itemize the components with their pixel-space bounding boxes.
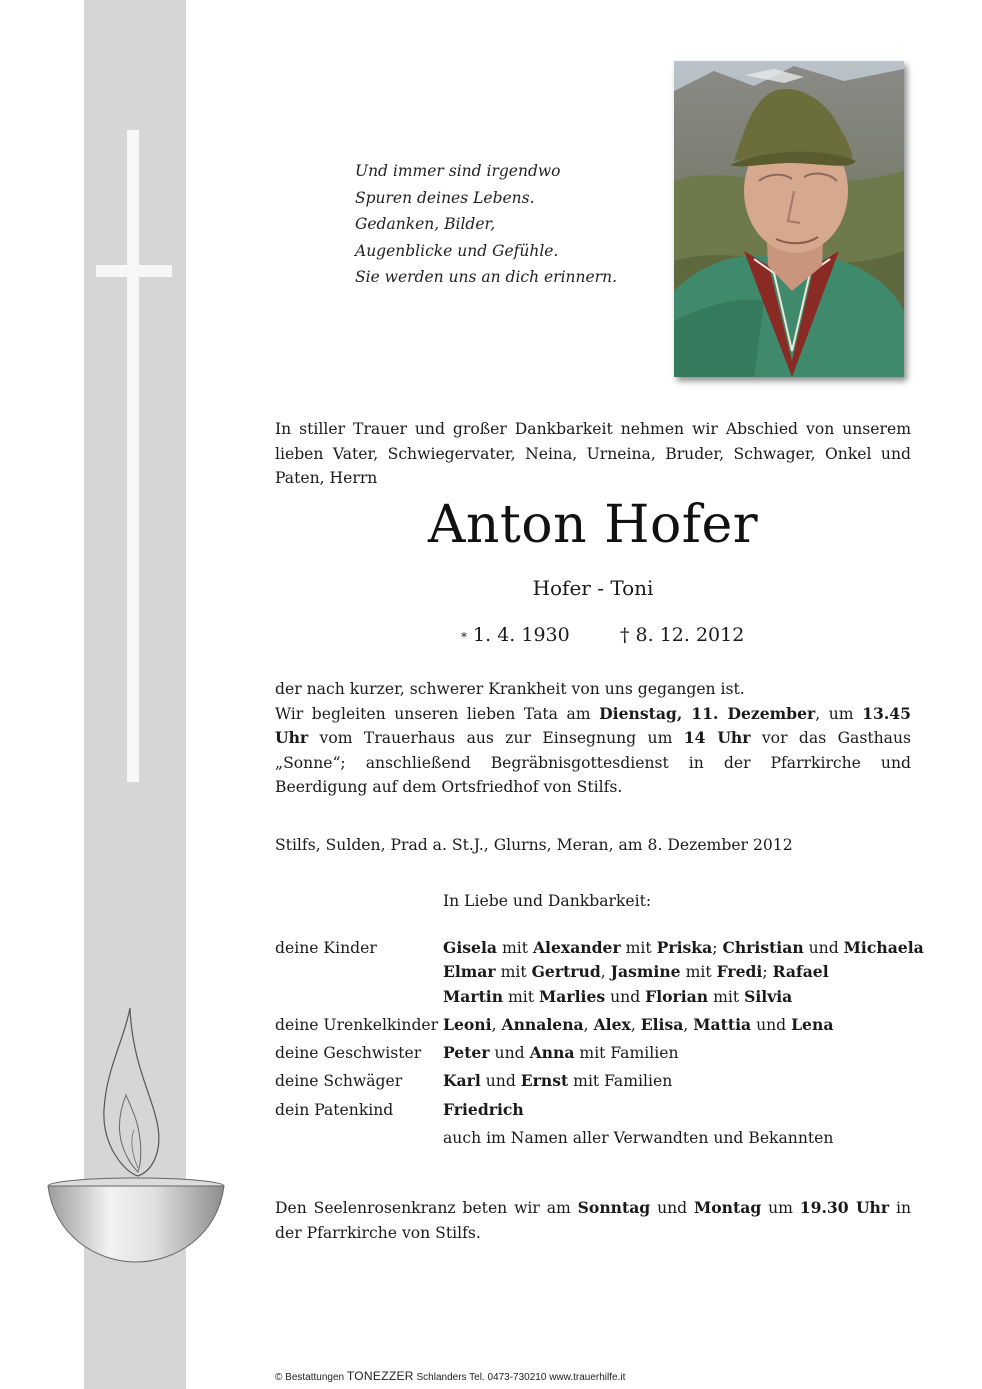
quote-line: Augenblicke und Gefühle. [355,241,559,260]
intro-text: In stiller Trauer und großer Dankbarkeit nehmen wir Abschied von unserem lieben Vater, Schwiegervater, Neina, Urneina, Bruder, Schwager, Onkel und Paten, Herrn [275,420,911,487]
relation-label: dein Patenkind [275,1100,394,1119]
relation-names: Friedrich auch im Namen aller Verwandten und Bekannten [443,1098,935,1151]
relation-names: Peter und Anna mit Familien [443,1043,679,1063]
undertaker-brand: TONEZZER [346,1369,414,1383]
relation-label: deine Urenkelkinder [275,1015,439,1034]
places-date: Stilfs, Sulden, Prad a. St.J., Glurns, Meran, am 8. Dezember 2012 [275,836,793,854]
cross-icon [127,130,139,782]
candle-bowl-icon [46,1000,226,1270]
family-row-schwaeger [275,1069,935,1093]
family-row-geschwister [275,1041,935,1065]
funeral-details [275,677,911,800]
funeral-paragraph: Wir begleiten unseren lieben Tata am Dienstag, 11. Dezember, um 13.45 Uhr vom Trauerhaus aus zur Einsegnung um 14 Uhr vor das Gasthaus „Sonne“; anschließend Begräbnisgottesdienst in der Pfarrkirche und Beerdigung auf dem Ortsfriedhof von Stilfs. [275,703,911,796]
passing-line: der nach kurzer, schwerer Krankheit von uns gegangen ist. [275,680,745,698]
love-line: In Liebe und Dankbarkeit: [443,892,652,910]
quote-line: Spuren deines Lebens. [355,188,535,207]
relation-names: Leoni, Annalena, Alex, Elisa, Mattia und Lena [443,1014,834,1034]
cross-bar [96,265,172,277]
portrait-photo [674,61,904,377]
relation-names: Karl und Ernst mit Familien [443,1071,673,1091]
death-date: † 8. 12. 2012 [620,624,745,646]
quote-line: Gedanken, Bilder, [355,215,496,233]
deceased-nickname: Hofer - Toni [532,576,654,600]
relation-label: deine Kinder [275,939,377,957]
family-row-patenkind [275,1098,935,1151]
quote-line: Und immer sind irgendwo [355,162,561,180]
family-row-urenkel [275,1013,935,1037]
closing-line: auch im Namen aller Verwandten und Bekannten [443,1129,834,1148]
memorial-quote [355,158,655,291]
relation-label: deine Schwäger [275,1072,403,1091]
family-row-kinder [275,936,935,1009]
footer-credit: © Bestattungen TONEZZER Schlanders Tel. 0473-730210 www.trauerhilfe.it [275,1369,626,1383]
quote-line: Sie werden uns an dich erinnern. [355,268,617,286]
relation-label: deine Geschwister [275,1044,422,1063]
rosary-notice: Den Seelenrosenkranz beten wir am Sonntag und Montag um 19.30 Uhr in der Pfarrkirche von Stilfs. [275,1198,911,1242]
birth-date: * 1. 4. 1930 [461,624,570,646]
birth-symbol: * [461,630,467,644]
family-list [275,936,935,1150]
deceased-name: Anton Hofer [427,495,759,555]
relation-names: Gisela mit Alexander mit Priska; Christian und Michaela Elmar mit Gertrud, Jasmine mit Fredi; Rafael Martin mit Marlies und Florian mit Silvia [443,938,924,1006]
